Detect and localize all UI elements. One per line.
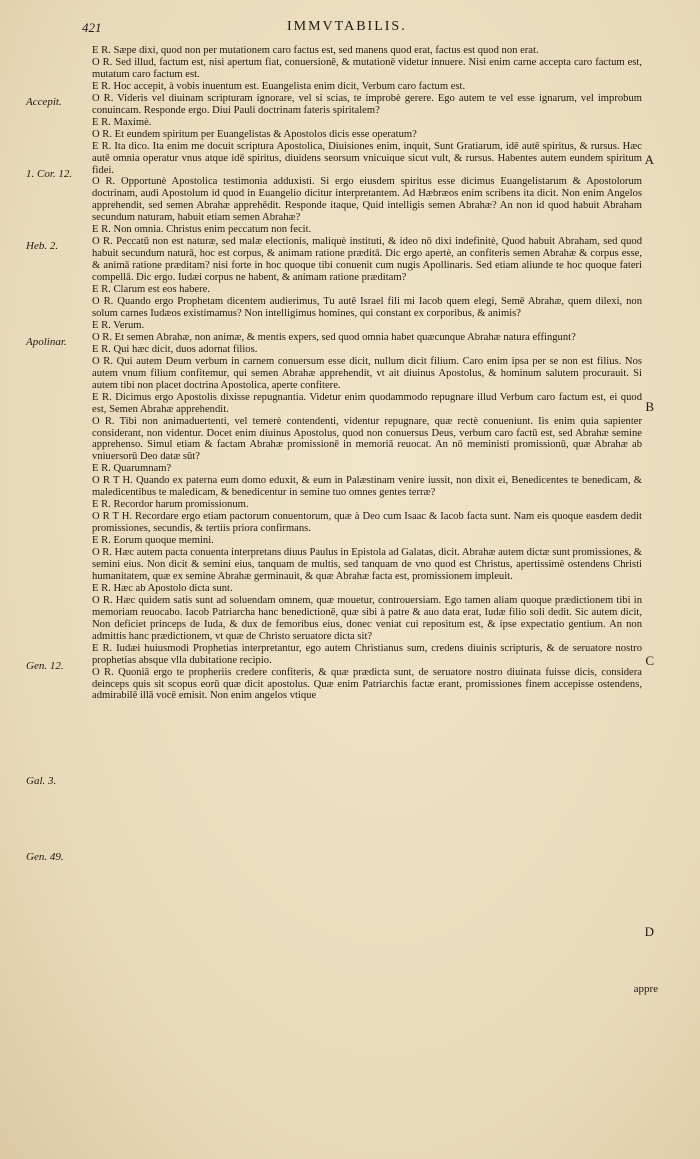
- folio-number: 421: [82, 20, 102, 35]
- margin-note: Gen. 49.: [26, 851, 64, 863]
- dialogue-paragraph: O R. Et semen Abrahæ, non animæ, & mentis expers, sed quod omnia habet quæcunque Abrahæ natura effingunt?: [92, 331, 576, 343]
- margin-note: 1. Cor. 12.: [26, 168, 73, 180]
- catchword: appre: [633, 983, 658, 995]
- dialogue-paragraph: E R. Iudæi huiusmodi Prophetias interpretantur, ego autem Christianus sum, credens diuinis scripturis, & de seruatore nostro prophetias absque vlla dubitatione recipio.: [92, 642, 642, 666]
- dialogue-paragraph: O R T H. Quando ex paterna eum domo eduxit, & eum in Palæstinam venire iussit, non dixit ei, Benedicentes te benedicam, & maledicentibus te maledicam, & benedicentur in semine tuo omnes gentes terræ?: [92, 475, 642, 499]
- dialogue-paragraph: E R. Qui hæc dicit, duos adornat filios.: [92, 343, 258, 355]
- section-letter: B: [645, 399, 654, 414]
- dialogue-paragraph: O R. Opportunè Apostolica testimonia adduxisti. Si ergo eiusdem spiritus esse dicimus Euangelistarum & Apostolorum doctrinam, audi Apostolum id quod in Euangelio dicitur interpretantem. Ad Hæbræos enim scribens ita dicit. Non enim Angelos apprehendit, sed semen Abrahæ apprehēdit. Responde itaque, Quid intelligis semen Abrahæ? An non id quod habuit Abraham secundum naturam, habuit etiam semen Abrahæ?: [92, 176, 642, 224]
- section-letter: C: [645, 653, 654, 668]
- dialogue-paragraph: E R. Ita dico. Ita enim me docuit scriptura Apostolica, Diuisiones enim, inquit, Sunt Gratiarum, idē autē spiritus, & rursus. Hæc autē omnia operatur vnus atque idē spiritus, diuidens seorsum vnicuique sicut vult, & rursus. Habentes autem eundem spiritum fidei.: [92, 140, 642, 176]
- dialogue-paragraph: O R T H. Recordare ergo etiam pactorum conuentorum, quæ à Deo cum Isaac & Iacob facta sunt. Nam eis quoque easdem dedit promissiones, secundis, & tertiis priora confirmans.: [92, 511, 642, 535]
- dialogue-paragraph: E R. Sæpe dixi, quod non per mutationem caro factus est, sed manens quod erat, factus est quod non erat.: [92, 45, 539, 56]
- dialogue-paragraph: E R. Quarumnam?: [92, 463, 172, 475]
- dialogue-paragraph: O R. Peccatū non est naturæ, sed malæ electionis, maliquè instituti, & ideo nō dixi indefinitè, Quod habuit Abraham, sed quod habuit secundum naturā, hoc est corpus, & animam ratione præditā. Dic ergo apertè, an confiteris semen Abrahæ & corpus esse, & animā ratione præditam? nisi forte in hoc quoque tibi conuenit cum nugis Apollinaris. Sed etiam aliunde te hoc quoque fateri compellā. Dic ergo. Iudæi corpus ne habent, & animam ratione præditam?: [92, 236, 642, 284]
- dialogue-text: [92, 45, 642, 702]
- dialogue-paragraph: O R. Tibi non animaduertenti, vel temerè contendenti, videntur repugnare, quæ rectè conueniunt. Iis enim quia sapienter considerant, non videntur. Docet enim diuinus Apostolus, quod non conuersus Deus, verbum caro factū est, sed Abrahæ semine apprehenso. Simul etiam & factam Abrahæ promissionē in memoriā reuocat. An nō meministi promissionū, quæ Abrahæ ab vniuersorū Deo datæ sūt?: [92, 415, 642, 463]
- margin-note: Apolinar.: [26, 336, 67, 348]
- dialogue-paragraph: O R. Sed illud, factum est, nisi apertum fiat, conuersionē, & mutationē videtur innuere. Nisi enim carne accepta caro factum est, mutatum caro factum est.: [92, 56, 642, 80]
- dialogue-paragraph: E R. Clarum est eos habere.: [92, 284, 210, 296]
- dialogue-paragraph: E R. Hæc ab Apostolo dicta sunt.: [92, 582, 233, 594]
- margin-note: Gal. 3.: [26, 775, 57, 787]
- dialogue-paragraph: O R. Videris vel diuinam scripturam ignorare, vel si scias, te improbè gerere. Ego autem te vel esse ignarum, vel improbum conuincam. Responde ergo. Diui Pauli doctrinam fateris spiritalem?: [92, 92, 642, 116]
- dialogue-paragraph: E R. Hoc accepit, à vobis inuentum est. Euangelista enim dicit, Verbum caro factum est.: [92, 80, 466, 92]
- dialogue-paragraph: O R. Et eundem spiritum per Euangelistas & Apostolos dicis esse operatum?: [92, 128, 417, 140]
- dialogue-paragraph: E R. Recordor harum promissionum.: [92, 499, 249, 511]
- margin-note: Gen. 12.: [26, 660, 64, 672]
- dialogue-paragraph: O R. Hæc autem pacta conuenta interpretans diuus Paulus in Epistola ad Galatas, dicit. Abrahæ autem dictæ sunt promissiones, & semini eius. Non dicit & semini eius, tanquam de multis, sed tanquam de vno quod est Christus, apertissimè ostendens Christi humanitatem, quæ ex semine Abrahæ germinauit, & quæ Abrahæ facta est, promissionem impleuit.: [92, 547, 642, 582]
- margin-note: Accepit.: [26, 96, 62, 108]
- dialogue-paragraph: E R. Non omnia. Christus enim peccatum non fecit.: [92, 224, 312, 236]
- dialogue-paragraph: E R. Eorum quoque memini.: [92, 535, 214, 547]
- margin-note: Heb. 2.: [26, 240, 59, 252]
- dialogue-paragraph: E R. Verum.: [92, 319, 145, 331]
- dialogue-paragraph: O R. Qui autem Deum verbum in carnem conuersum esse dicit, nullum dicit filium. Caro enim ipsa per se non est filius. Nos autem vnum filium confitemur, qui semen Abrahæ apprehendit, vt ait diuinus Apostolus, & hominum salutem procurauit. Si autem tibi non placet doctrina Apostolica, aperte confitere.: [92, 355, 642, 391]
- section-letter: D: [644, 924, 654, 939]
- dialogue-paragraph: O R. Hæc quidem satis sunt ad soluendam omnem, quæ mouetur, controuersiam. Ego tamen aliam quoque prædictionem tibi in memoriam reuocabo. Iacob Patriarcha hanc benedictionē, quæ sibi à patre & auo data erat, Iudæ filio soli dedit. Sic autem dicit, Non deficiet princeps de Iuda, & dux de femoribus eius, donec veniat cui repositum est, & ipse expectatio gentium. An non admittis hanc prædictionem, vt quæ de Christo seruatore dicta sit?: [92, 594, 642, 642]
- running-head: IMMVTABILIS.: [287, 19, 407, 34]
- dialogue-paragraph: E R. Maximè.: [92, 116, 152, 128]
- dialogue-paragraph: E R. Dicimus ergo Apostolis dixisse repugnantia. Videtur enim quodammodo repugnare illud Verbum caro factum est, ei quod est, Semen Abrahæ apprehendit.: [92, 391, 642, 415]
- dialogue-paragraph: O R. Quoniā ergo te propheriis credere confiteris, & quæ prædicta sunt, de seruatore nostro diuinata fuisse dicis, considera deinceps quis sit scopus eorū quæ dicit apostolus. Quæ enim Patriarchis factæ erant, promissiones finem accepisse ostendens, admirabilē illā vocē emisit. Non enim angelos vtique: [92, 666, 642, 702]
- page-header: [82, 20, 662, 40]
- section-letter: A: [644, 152, 654, 167]
- dialogue-paragraph: O R. Quando ergo Prophetam dicentem audierimus, Tu autē Israel fili mi Iacob quem elegi, Semē Abrahæ, quem dilexi, non solum carnes Iudæos existimamus? Non intelligimus homines, qui constant ex corporibus, & animis?: [92, 296, 642, 319]
